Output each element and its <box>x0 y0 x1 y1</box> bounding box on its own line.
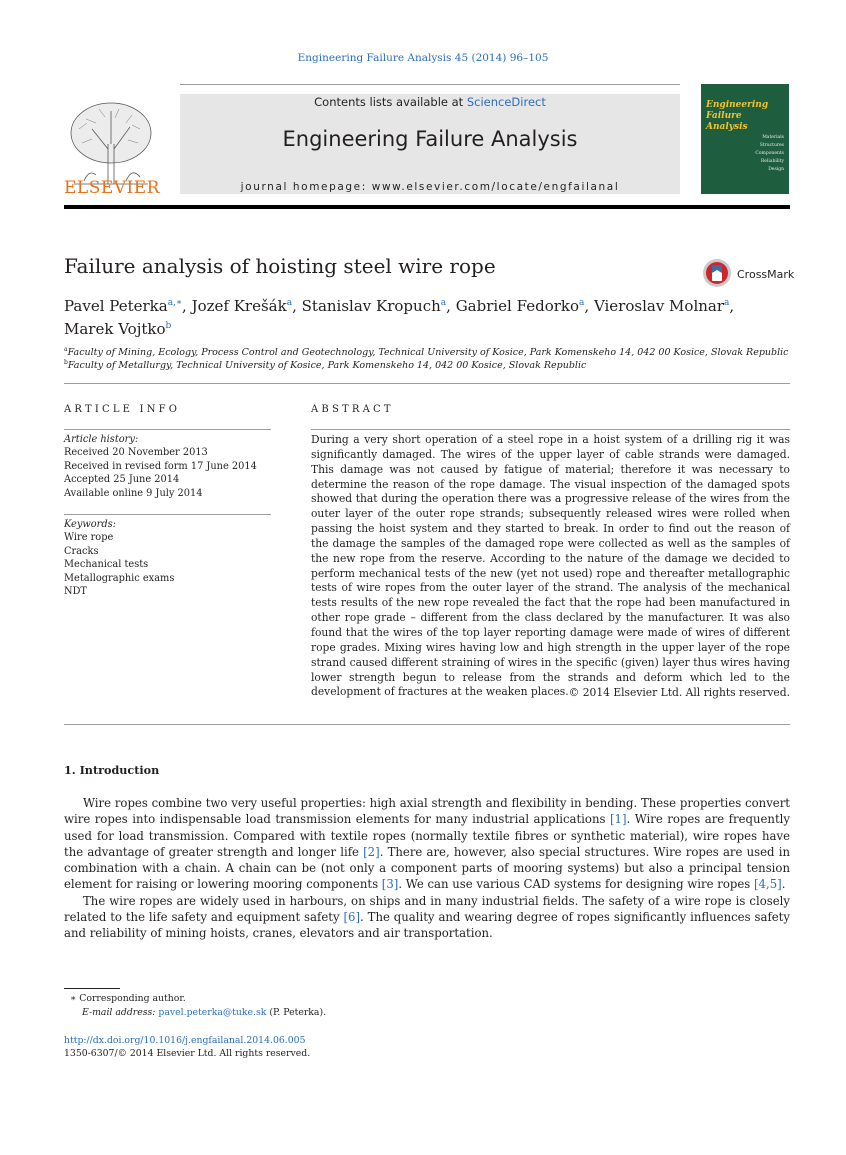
issn-copyright: 1350-6307/© 2014 Elsevier Ltd. All rights reserved. <box>64 1048 311 1059</box>
cover-topic: Structures <box>759 143 784 148</box>
cover-topic: Reliability <box>760 159 784 164</box>
text-run: . Wire ropes are frequently used for load transmission. Compared with textile ropes (normally textile fibres or synthetic material), wire ropes have the advantage of greater strength and longer life <box>64 812 790 859</box>
abstract-rule <box>311 429 790 430</box>
cover-topic: Materials <box>762 135 784 140</box>
article-info-heading: ARTICLE INFO <box>64 404 181 415</box>
cover-title-line: Analysis <box>706 122 748 132</box>
journal-title: Engineering Failure Analysis <box>282 127 578 151</box>
cover-title-line: Engineering <box>706 100 769 110</box>
crossmark-label[interactable]: CrossMark <box>737 268 795 281</box>
keyword: Cracks <box>64 545 99 557</box>
text-run: . The quality and wearing degree of ropes significantly influences safety and reliability of mining hoists, cranes, elevators and air transportation. <box>64 910 790 941</box>
citation-link[interactable]: [4,5] <box>754 877 782 892</box>
text-run: The wire ropes are widely used in harbours, on ships and in many industrial fields. The safety of a wire rope is closely related to the life safety and equipment safety <box>64 893 790 925</box>
doi-link[interactable]: http://dx.doi.org/10.1016/j.engfailanal.2014.06.005 <box>64 1035 306 1046</box>
history-item: Accepted 25 June 2014 <box>64 474 180 486</box>
homepage-prefix: journal homepage: <box>240 181 372 193</box>
section-heading-introduction: 1. Introduction <box>64 763 160 777</box>
author-name: Gabriel Fedorko <box>455 297 580 315</box>
keywords <box>64 518 271 598</box>
author-affiliation-marker[interactable]: b <box>165 321 172 331</box>
contents-prefix: Contents lists available at <box>314 95 467 109</box>
cover-topic: Design <box>768 167 784 172</box>
affiliation-text: Faculty of Metallurgy, Technical University of Kosice, Park Komenskeho 14, 042 00 Kosice, Slovak Republic <box>67 360 587 371</box>
abstract-text: During a very short operation of a steel rope in a hoist system of a drilling rig it was significantly damaged. The wires of the upper layer of cable strands were damaged. This damage was not caused by fatigue of material; therefore it was necessary to determine the reason of the rope damage. The visual inspection of the damaged spots showed that during the operation there was a progressive release of the wires from the outer layer of the outer rope strands; subsequently released wires were rolled when passing the hoist system and they started to break. In order to find out the reason of the damage the samples of the damaged rope were collected as well as the samples of the new rope from the reserve. According to the nature of the damage we decided to perform mechanical tests of the new (yet not used) rope and thereafter metallographic tests of wire ropes from the outer layer of the strand. The analysis of the mechanical tests results of the new rope revealed the fact that the rope had been manufactured in other rope grade – different from the class declared by the manufacturer. It was also found that the wires of the top layer reporting damage were made of wires of different rope grades. Mixing wires having low and high strength in the upper layer of the rope strand caused different straining of wires in the specific (given) layer thus wires having lower strength begun to release from the strands and deform which led to the development of fractures at the weaken places. <box>311 433 790 699</box>
text-run: Wire ropes combine two very useful properties: high axial strength and flexibility in bending. These properties convert wire ropes into indispensable load transmission elements for many industrial applications <box>64 796 790 827</box>
text-run: . <box>781 877 786 892</box>
sciencedirect-link[interactable]: ScienceDirect <box>466 95 546 109</box>
keyword: Wire rope <box>64 532 114 544</box>
affiliation-b <box>64 356 586 372</box>
cover-title <box>706 100 768 133</box>
author-affiliation-marker[interactable]: a <box>440 298 447 308</box>
author-separator: , <box>584 297 594 315</box>
affiliation-marker: a <box>64 346 68 353</box>
abstract-copyright: © 2014 Elsevier Ltd. All rights reserved. <box>568 686 790 699</box>
doi-block <box>64 1034 310 1060</box>
author-name: Jozef Krešák <box>191 297 287 315</box>
author-affiliation-marker[interactable]: a <box>579 298 585 308</box>
abstract-heading: ABSTRACT <box>311 404 394 415</box>
author-separator: , <box>182 297 192 315</box>
paragraph <box>64 795 790 893</box>
corresponding-author-note: ∗ Corresponding author. <box>70 993 186 1004</box>
email-suffix: (P. Peterka). <box>266 1007 327 1018</box>
text-run: . We can use various CAD systems for designing wire ropes <box>398 877 754 892</box>
homepage-url[interactable]: www.elsevier.com/locate/engfailanal <box>371 181 620 193</box>
author-separator: , <box>729 297 735 315</box>
cover-topics <box>752 134 784 174</box>
journal-homepage <box>180 181 680 193</box>
author-name: Vieroslav Molnar <box>593 297 725 315</box>
author-separator: , <box>446 297 456 315</box>
keyword: NDT <box>64 586 87 598</box>
author-separator: , <box>292 297 302 315</box>
email-note <box>82 1006 326 1019</box>
email-label: E-mail address: <box>82 1007 159 1018</box>
email-link[interactable]: pavel.peterka@tuke.sk <box>158 1007 267 1018</box>
citation-link[interactable]: [3] <box>381 877 399 892</box>
author-affiliation-marker[interactable]: a,∗ <box>167 298 183 308</box>
footnote-rule <box>64 988 120 989</box>
author-name: Stanislav Kropuch <box>301 297 441 315</box>
crossmark-icon[interactable] <box>702 258 732 288</box>
history-item: Received in revised form 17 June 2014 <box>64 460 257 472</box>
title-divider <box>64 383 790 384</box>
affiliation-text: Faculty of Mining, Ecology, Process Control and Geotechnology, Technical University of Kosice, Park Komenskeho 14, 042 00 Kosice, Slovak Republic <box>67 347 789 358</box>
affiliation-marker: b <box>64 359 68 366</box>
paragraph <box>64 893 790 942</box>
citation-link[interactable]: [1] <box>609 812 627 827</box>
author-name: Marek Vojtko <box>64 320 166 338</box>
history-item: Received 20 November 2013 <box>64 447 208 459</box>
citation-link[interactable]: [2] <box>363 844 380 859</box>
journal-citation[interactable]: Engineering Failure Analysis 45 (2014) 96–105 <box>297 52 549 64</box>
header-top-rule <box>180 84 680 85</box>
publisher-name: ELSEVIER <box>64 178 160 198</box>
article-title: Failure analysis of hoisting steel wire rope <box>64 254 496 278</box>
header-divider <box>64 205 790 209</box>
citation-link[interactable]: [6] <box>343 910 361 925</box>
article-info-rule <box>64 429 271 430</box>
abstract-divider <box>64 724 790 725</box>
history-label: Article history: <box>64 434 139 445</box>
introduction-body <box>64 795 790 942</box>
keywords-rule <box>64 514 271 515</box>
author-affiliation-marker[interactable]: a <box>286 298 293 308</box>
history-item: Available online 9 July 2014 <box>64 487 203 499</box>
keyword: Mechanical tests <box>64 559 149 571</box>
cover-title-line: Failure <box>706 111 742 121</box>
author-affiliation-marker[interactable]: a <box>724 298 730 308</box>
keyword: Metallographic exams <box>64 572 175 584</box>
article-history <box>64 433 271 500</box>
author-name: Pavel Peterka <box>64 297 168 315</box>
cover-topic: Components <box>755 151 784 156</box>
author-list <box>64 293 790 339</box>
text-run: . There are, however, also special structures. Wire ropes are used in combination with a chain. A chain can be (not only a component parts of mooring systems) but also a principal tension element for raising or lowering mooring components <box>64 844 790 892</box>
keywords-label: Keywords: <box>64 519 116 530</box>
contents-line <box>180 95 680 109</box>
